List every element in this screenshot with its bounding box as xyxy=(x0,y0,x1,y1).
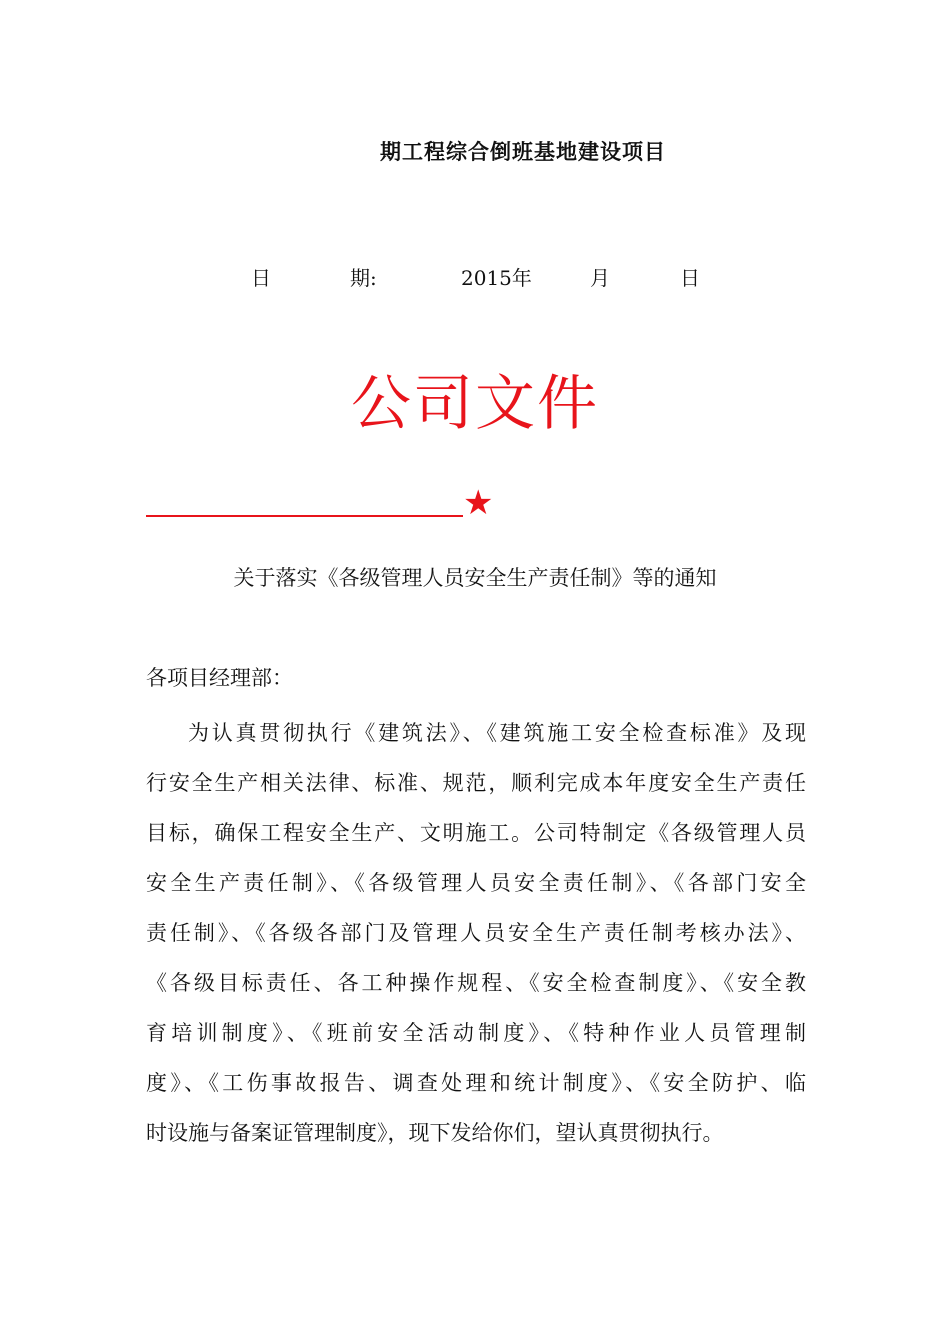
document-header: 公司文件 xyxy=(351,369,599,439)
body-line: 时设施与备案证管理制度》，现下发给你们，望认真贯彻执行。 xyxy=(146,1121,724,1145)
body-line: 度》、《工伤事故报告、调查处理和统计制度》、《安全防护、临 xyxy=(146,1071,806,1095)
body-line: 为认真贯彻执行《建筑法》、《建筑施工安全检查标准》及现 xyxy=(188,721,806,745)
header-red-rule xyxy=(146,515,463,517)
body-line: 目标，确保工程安全生产、文明施工。公司特制定《各级管理人员 xyxy=(146,821,806,845)
notice-body xyxy=(146,708,806,1158)
body-line: 责任制》、《各级各部门及管理人员安全生产责任制考核办法》、 xyxy=(146,921,806,945)
body-line: 安全生产责任制》、《各级管理人员安全责任制》、《各部门安全 xyxy=(146,871,806,895)
date-label-qi: 期: xyxy=(350,266,377,290)
date-day: 日 xyxy=(680,266,700,290)
body-line: 《各级目标责任、各工种操作规程、《安全检查制度》、《安全教 xyxy=(146,971,806,995)
project-title: 期工程综合倒班基地建设项目 xyxy=(380,139,666,164)
red-star-icon: ★ xyxy=(463,483,494,523)
date-label-ri: 日 xyxy=(251,266,271,290)
date-year: 2015年 xyxy=(461,266,532,290)
notice-title: 关于落实《各级管理人员安全生产责任制》等的通知 xyxy=(233,566,717,590)
body-line: 育培训制度》、《班前安全活动制度》、《特种作业人员管理制 xyxy=(146,1021,806,1045)
date-month: 月 xyxy=(590,266,610,290)
salutation: 各项目经理部： xyxy=(146,666,293,690)
body-line: 行安全生产相关法律、标准、规范，顺利完成本年度安全生产责任 xyxy=(146,771,806,795)
